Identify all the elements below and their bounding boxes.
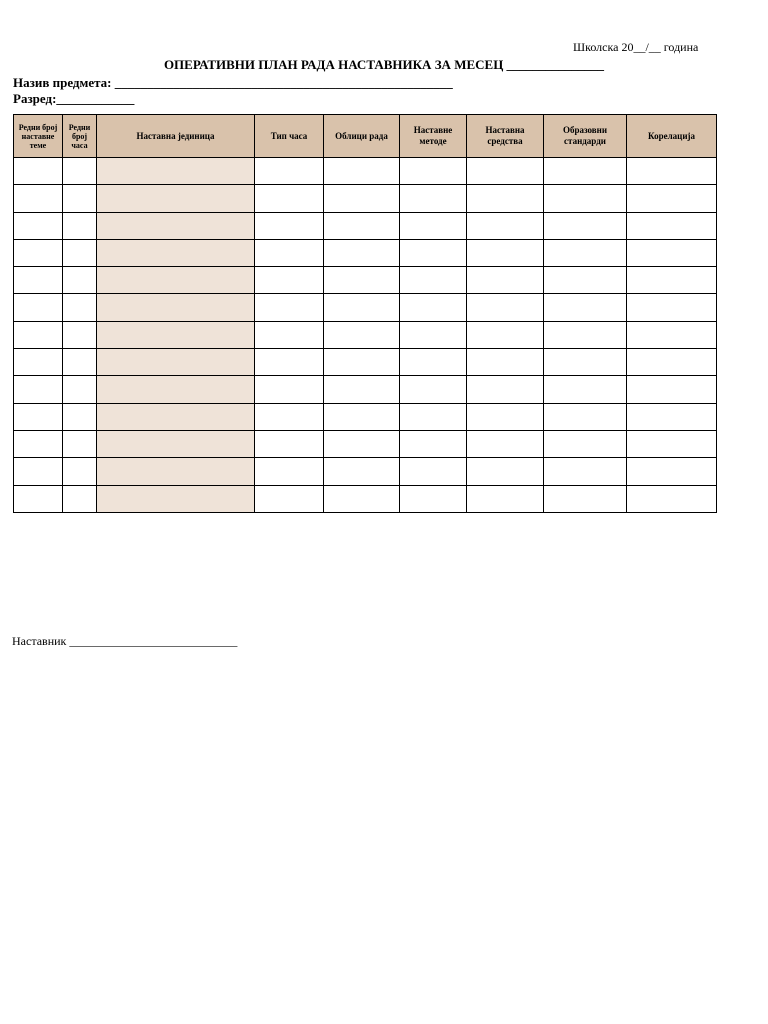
table-cell [627, 239, 717, 266]
table-row [14, 458, 717, 485]
table-cell [544, 376, 627, 403]
table-header-row [14, 115, 717, 158]
table-cell [324, 267, 400, 294]
table-cell [627, 376, 717, 403]
table-cell [400, 485, 467, 512]
table-cell [467, 458, 544, 485]
table-cell [467, 212, 544, 239]
table-cell [627, 185, 717, 212]
table-cell [324, 185, 400, 212]
column-header-work-forms: Облици рада [324, 115, 400, 158]
table-cell [255, 185, 324, 212]
table-row [14, 294, 717, 321]
table-cell [14, 212, 63, 239]
table-cell [467, 294, 544, 321]
table-cell [467, 403, 544, 430]
table-body [14, 158, 717, 513]
table-cell [627, 403, 717, 430]
table-cell [97, 212, 255, 239]
table-cell [63, 485, 97, 512]
operational-plan-table [13, 114, 717, 513]
table-cell [544, 458, 627, 485]
table-cell [627, 458, 717, 485]
table-cell [14, 376, 63, 403]
table-cell [544, 212, 627, 239]
table-cell [14, 458, 63, 485]
table-cell [400, 185, 467, 212]
table-cell [324, 430, 400, 457]
table-cell [14, 267, 63, 294]
table-cell [63, 158, 97, 185]
table-cell [324, 239, 400, 266]
table-cell [97, 349, 255, 376]
table-cell [467, 349, 544, 376]
table-cell [627, 158, 717, 185]
table-cell [255, 212, 324, 239]
table-cell [255, 376, 324, 403]
table-cell [627, 294, 717, 321]
table-cell [324, 403, 400, 430]
table-cell [255, 239, 324, 266]
table-cell [255, 294, 324, 321]
table-row [14, 185, 717, 212]
table-cell [97, 294, 255, 321]
table-row [14, 376, 717, 403]
table-cell [627, 267, 717, 294]
table-cell [324, 349, 400, 376]
document-title: ОПЕРАТИВНИ ПЛАН РАДА НАСТАВНИКА ЗА МЕСЕЦ _______________ [163, 57, 605, 72]
table-cell [544, 185, 627, 212]
table-cell [97, 458, 255, 485]
table-cell [400, 321, 467, 348]
table-row [14, 212, 717, 239]
table-cell [467, 267, 544, 294]
column-header-lesson-type: Тип часа [255, 115, 324, 158]
table-cell [467, 158, 544, 185]
table-cell [544, 239, 627, 266]
table-cell [63, 267, 97, 294]
table-cell [544, 294, 627, 321]
table-cell [97, 158, 255, 185]
table-cell [467, 239, 544, 266]
table-cell [255, 403, 324, 430]
table-cell [63, 185, 97, 212]
table-cell [544, 321, 627, 348]
table-cell [467, 430, 544, 457]
table-cell [14, 430, 63, 457]
table-cell [14, 403, 63, 430]
table-cell [467, 376, 544, 403]
table-cell [400, 430, 467, 457]
table-cell [627, 321, 717, 348]
table-cell [627, 212, 717, 239]
table-cell [97, 403, 255, 430]
table-cell [324, 485, 400, 512]
table-cell [324, 321, 400, 348]
table-cell [14, 485, 63, 512]
table-cell [467, 321, 544, 348]
table-cell [400, 376, 467, 403]
table-cell [255, 458, 324, 485]
table-cell [14, 239, 63, 266]
table-cell [400, 458, 467, 485]
table-cell [255, 485, 324, 512]
table-cell [14, 158, 63, 185]
table-cell [63, 376, 97, 403]
table-cell [97, 485, 255, 512]
table-row [14, 158, 717, 185]
table-cell [324, 158, 400, 185]
table-cell [97, 376, 255, 403]
school-year-label: Школска 20__/__ година [573, 40, 699, 54]
column-header-teaching-unit: Наставна јединица [97, 115, 255, 158]
table-cell [63, 349, 97, 376]
table-cell [255, 267, 324, 294]
table-row [14, 403, 717, 430]
table-cell [255, 349, 324, 376]
table-cell [63, 239, 97, 266]
teacher-signature-field: Наставник ____________________________ [12, 634, 238, 648]
table-cell [400, 212, 467, 239]
table-cell [324, 212, 400, 239]
table-cell [627, 349, 717, 376]
table-cell [467, 485, 544, 512]
table-cell [627, 430, 717, 457]
table-cell [63, 430, 97, 457]
table-cell [544, 267, 627, 294]
table-cell [467, 185, 544, 212]
table-row [14, 485, 717, 512]
table-cell [14, 294, 63, 321]
table-cell [14, 185, 63, 212]
table-cell [63, 294, 97, 321]
table-cell [400, 349, 467, 376]
table-cell [97, 430, 255, 457]
table-cell [97, 267, 255, 294]
table-cell [544, 485, 627, 512]
column-header-correlation: Корелација [627, 115, 717, 158]
table-cell [324, 376, 400, 403]
column-header-teaching-aids: Наставна средства [467, 115, 544, 158]
column-header-teaching-methods: Наставне методе [400, 115, 467, 158]
table-cell [63, 321, 97, 348]
column-header-educational-standards: Образовни стандарди [544, 115, 627, 158]
table-cell [544, 403, 627, 430]
table-cell [324, 294, 400, 321]
table-cell [400, 294, 467, 321]
table-row [14, 321, 717, 348]
table-cell [255, 321, 324, 348]
table-cell [255, 430, 324, 457]
table-cell [14, 349, 63, 376]
column-header-lesson-number: Редни број часа [63, 115, 97, 158]
table-cell [255, 158, 324, 185]
table-row [14, 267, 717, 294]
table-cell [544, 349, 627, 376]
table-cell [400, 158, 467, 185]
table-cell [97, 239, 255, 266]
table-cell [63, 212, 97, 239]
subject-name-field: Назив предмета: ____________________________________________________ [13, 75, 453, 90]
table-cell [400, 403, 467, 430]
table-cell [63, 458, 97, 485]
table-cell [97, 321, 255, 348]
table-cell [400, 267, 467, 294]
table-cell [324, 458, 400, 485]
table-cell [63, 403, 97, 430]
table-row [14, 430, 717, 457]
table-cell [544, 430, 627, 457]
table-row [14, 239, 717, 266]
table-row [14, 349, 717, 376]
table-cell [400, 239, 467, 266]
grade-field: Разред:____________ [13, 91, 135, 106]
table-cell [627, 485, 717, 512]
table-cell [544, 158, 627, 185]
table-cell [97, 185, 255, 212]
column-header-topic-number: Редни број наставне теме [14, 115, 63, 158]
table-cell [14, 321, 63, 348]
